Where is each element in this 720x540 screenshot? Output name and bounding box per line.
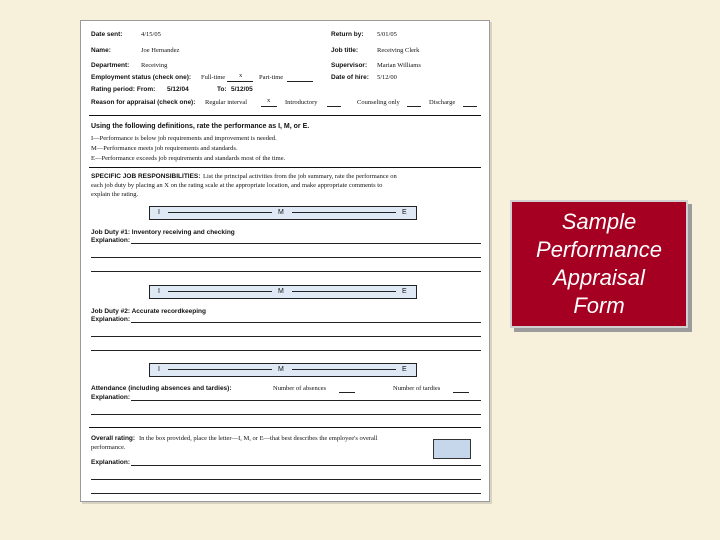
caption-box [510,200,688,328]
department-label: Department: [91,62,130,69]
counseling-blank[interactable] [407,106,421,107]
explanation-line[interactable] [91,414,481,415]
definition-m: M—Performance meets job requirements and standards. [91,145,238,152]
explanation-label: Explanation: [91,316,131,323]
scale-m-label: M [278,209,284,216]
overall-text-1: In the box provided, place the letter—I, M, or E—that best describes the employee's overall [139,435,378,442]
tardies-label: Number of tardies [393,385,441,392]
specific-heading: SPECIFIC JOB RESPONSIBILITIES: [91,173,201,180]
date-of-hire-value: 5/12/00 [377,74,397,81]
scale-e-label: E [402,209,407,216]
explanation-label: Explanation: [91,394,131,401]
explanation-line[interactable] [91,257,481,258]
rating-from-value: 5/12/04 [167,86,189,93]
counseling-label: Counseling only [357,99,400,106]
scale-e-label: E [402,288,407,295]
overall-rating-box[interactable] [433,439,471,459]
specific-text-1: List the principal activities from the job summary, rate the performance on [203,173,397,180]
appraisal-form [80,20,490,502]
regular-interval-mark: x [267,97,271,104]
rating-to-label: To: [217,86,227,93]
discharge-label: Discharge [429,99,456,106]
definition-e: E—Performance exceeds job requirements and standards most of the time. [91,155,286,162]
divider [89,115,481,116]
part-time-blank[interactable] [287,81,313,82]
specific-text-2: each job duty by placing an X on the rating scale at the appropriate location, and make appropriate comments to [91,182,383,189]
scale-m-label: M [278,288,284,295]
explanation-line[interactable] [91,350,481,351]
definition-i: I—Performance is below job requirements and improvement is needed. [91,135,277,142]
caption-line: Form [573,293,625,318]
date-sent-value: 4/15/05 [141,31,161,38]
explanation-line[interactable] [91,271,481,272]
name-value: Joe Hernandez [141,47,180,54]
date-sent-label: Date sent: [91,31,123,38]
discharge-blank[interactable] [463,106,477,107]
explanation-line[interactable] [131,400,481,401]
regular-interval-label: Regular interval [205,99,248,106]
explanation-line[interactable] [91,493,481,494]
scale-i-label: I [158,366,160,373]
scale-e-label: E [402,366,407,373]
attendance-label: Attendance (including absences and tardies): [91,385,232,392]
scale-i-label: I [158,288,160,295]
reason-label: Reason for appraisal (check one): [91,99,196,106]
introductory-label: Introductory [285,99,318,106]
job-duty-1: Job Duty #1: Inventory receiving and checking [91,229,235,236]
supervisor-label: Supervisor: [331,62,368,69]
caption-line: Appraisal [553,265,645,290]
return-by-label: Return by: [331,31,364,38]
explanation-line[interactable] [131,465,481,466]
scale-m-label: M [278,366,284,373]
rating-scale[interactable] [149,206,417,220]
return-by-value: 5/01/05 [377,31,397,38]
rating-scale[interactable] [149,285,417,299]
rating-scale[interactable] [149,363,417,377]
explanation-label: Explanation: [91,459,131,466]
overall-rating-label: Overall rating: [91,435,136,442]
explanation-line[interactable] [91,336,481,337]
job-duty-2: Job Duty #2: Accurate recordkeeping [91,308,206,315]
caption-line: Sample [561,209,637,234]
employment-status-label: Employment status (check one): [91,74,192,81]
explanation-line[interactable] [131,322,481,323]
full-time-blank[interactable] [227,81,253,82]
introductory-blank[interactable] [327,106,341,107]
overall-text-2: performance. [91,444,126,451]
specific-text-3: explain the rating. [91,191,139,198]
part-time-label: Part-time [259,74,284,81]
definitions-heading: Using the following definitions, rate the performance as I, M, or E. [91,123,310,130]
explanation-line[interactable] [131,243,481,244]
rating-to-value: 5/12/05 [231,86,253,93]
full-time-mark: x [239,72,243,79]
tardies-blank[interactable] [453,392,469,393]
explanation-line[interactable] [91,479,481,480]
department-value: Receiving [141,62,168,69]
full-time-label: Full-time [201,74,226,81]
supervisor-value: Marian Williams [377,62,421,69]
date-of-hire-label: Date of hire: [331,74,369,81]
absences-blank[interactable] [339,392,355,393]
name-label: Name: [91,47,111,54]
caption-line: Performance [536,237,662,262]
rating-period-label: Rating period: From: [91,86,156,93]
divider [89,427,481,428]
scale-i-label: I [158,209,160,216]
divider [89,167,481,168]
absences-label: Number of absences [273,385,327,392]
explanation-label: Explanation: [91,237,131,244]
job-title-value: Receiving Clerk [377,47,420,54]
regular-interval-blank[interactable] [261,106,277,107]
job-title-label: Job title: [331,47,359,54]
